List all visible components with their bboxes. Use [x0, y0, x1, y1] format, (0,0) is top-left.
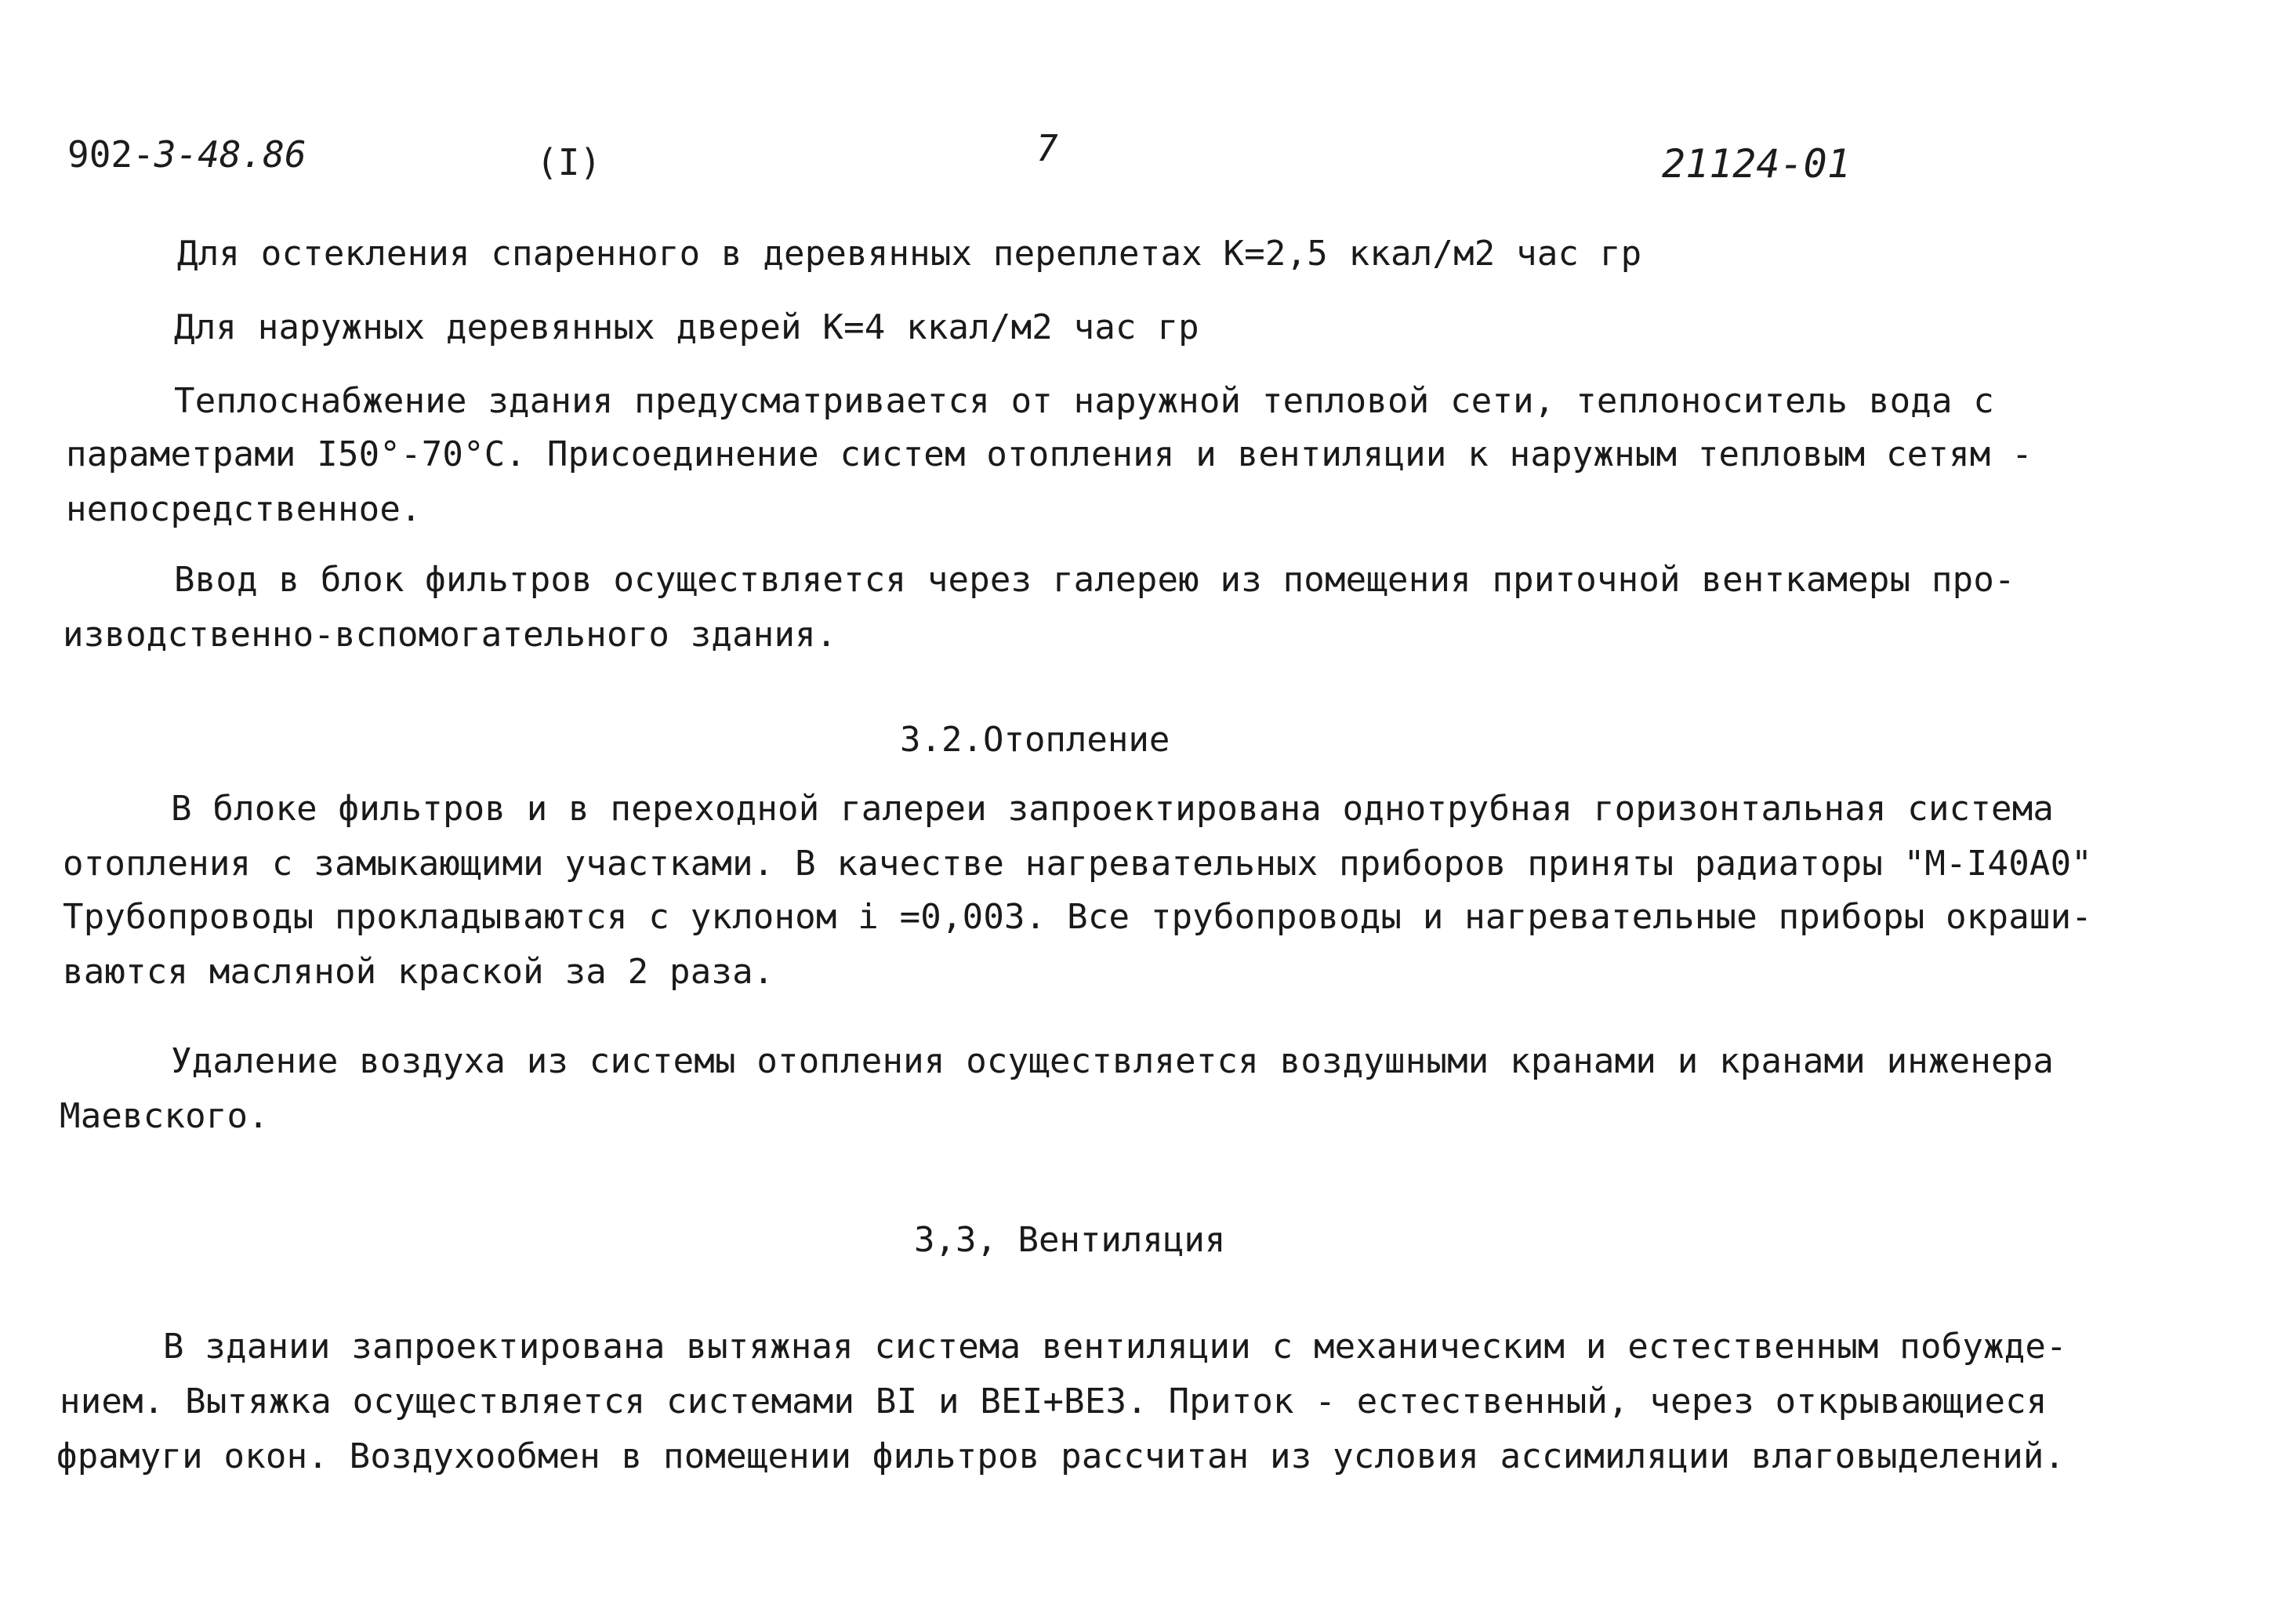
text-line: Маевского.	[60, 1096, 269, 1136]
text-line: Трубопроводы прокладываются с уклоном i =0,003. Все трубопроводы и нагревательные приборы окраши-	[63, 897, 2092, 937]
text-line: В блоке фильтров и в переходной галереи запроектирована однотрубная горизонтальная система	[171, 789, 2055, 829]
page-number: 7	[1036, 127, 1058, 169]
text-line: ваются масляной краской за 2 раза.	[63, 952, 774, 992]
sheet-code: 21124-01	[1662, 141, 1851, 187]
text-line: нием. Вытяжка осуществляется системами ВI и ВЕI+ВЕЗ. Приток - естественный, через открывающиеся	[60, 1381, 2048, 1421]
part-number: (I)	[536, 141, 602, 183]
text-line: изводственно-вспомогательного здания.	[63, 615, 837, 655]
text-line: фрамуги окон. Воздухообмен в помещении фильтров рассчитан из условия ассимиляции влаговыделений.	[56, 1436, 2066, 1476]
text-line: отопления с замыкающими участками. В качестве нагревательных приборов приняты радиаторы "М-I40А0"	[63, 844, 2092, 884]
text-line: Удаление воздуха из системы отопления осуществляется воздушными кранами и кранами инженера	[171, 1041, 2055, 1081]
text-line: непосредственное.	[66, 489, 422, 529]
text-line: В здании запроектирована вытяжная система вентиляции с механическим и естественным побужде-	[163, 1327, 2067, 1367]
document-code-handwritten: 3-48.86	[154, 133, 306, 176]
text-line: Ввод в блок фильтров осуществляется через галерею из помещения приточной венткамеры про-	[174, 560, 2015, 600]
text-line: Для наружных деревянных дверей К=4 ккал/м2 час гр	[174, 307, 1199, 347]
text-line: Для остекления спаренного в деревянных переплетах К=2,5 ккал/м2 час гр	[177, 234, 1642, 274]
section-heading-heating: 3.2.Отопление	[900, 720, 1170, 760]
document-code-prefix: 902-	[67, 133, 154, 176]
text-line: параметрами I50°-70°С. Присоединение систем отопления и вентиляции к наружным тепловым сетям -	[66, 434, 2033, 474]
text-line: Теплоснабжение здания предусматривается от наружной тепловой сети, теплоноситель вода с	[174, 381, 1995, 421]
section-heading-ventilation: 3,3, Вентиляция	[914, 1220, 1226, 1260]
document-code	[67, 133, 306, 176]
